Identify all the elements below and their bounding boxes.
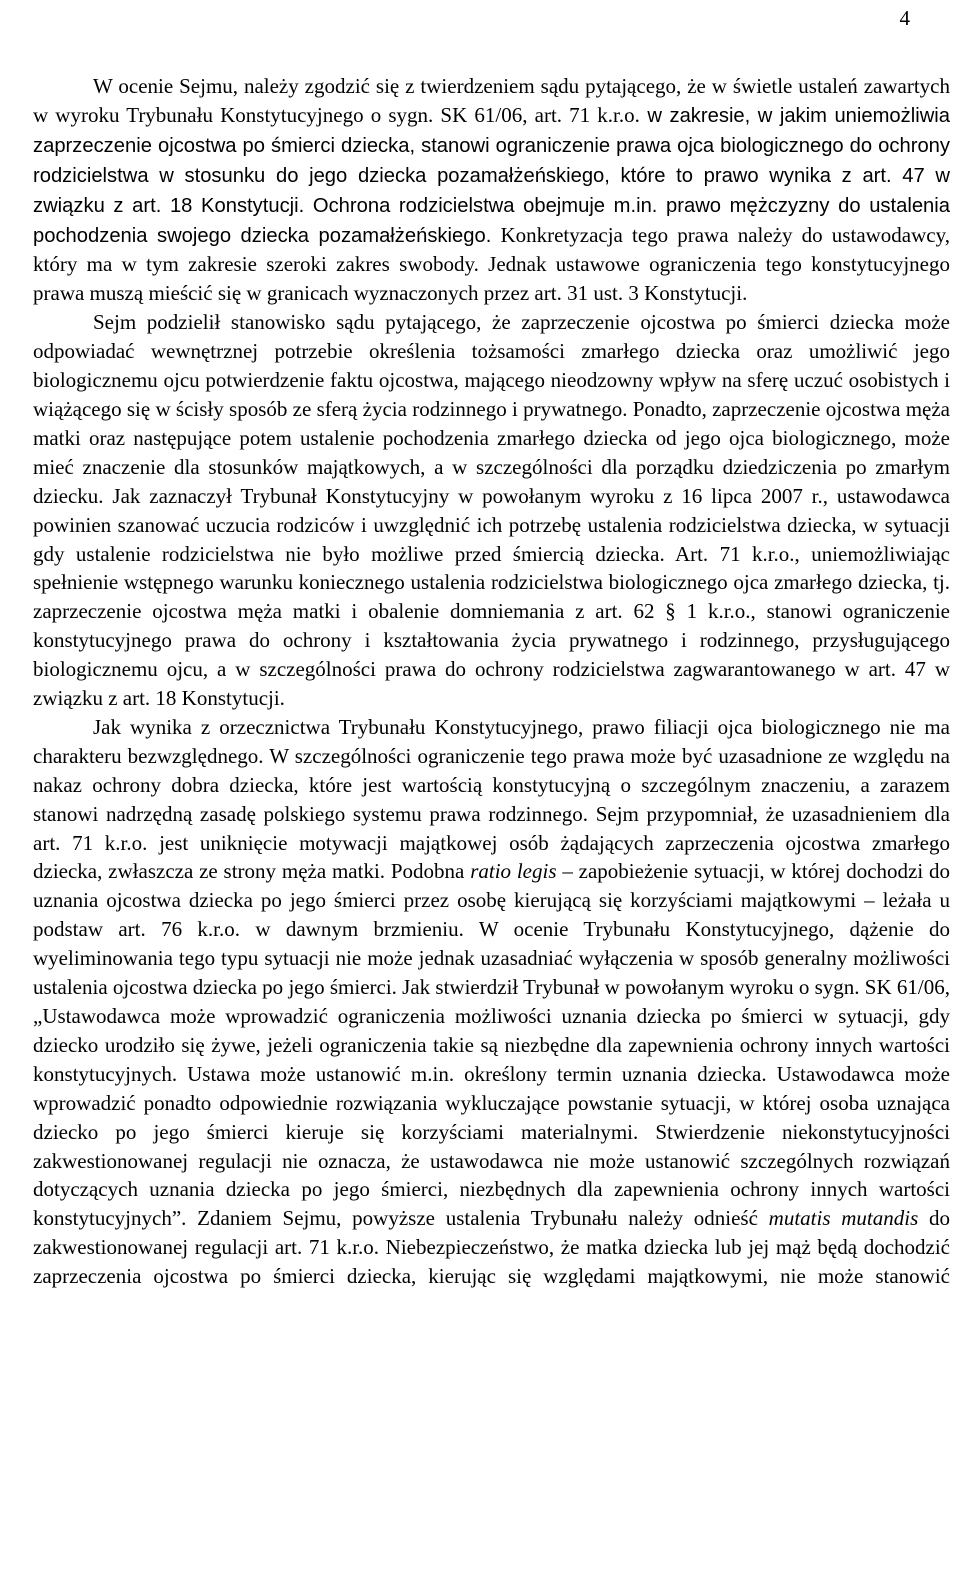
- paragraph-2: [33, 308, 950, 713]
- document-body: [33, 72, 950, 1291]
- paragraph-3-text-b: – zapobieżenie sytuacji, w której dochodzi do uznania ojcostwa dziecka po jego śmierci przez osobę kierującą się korzyściami majątkowymi – leżała u podstaw art. 76 k.r.o. w dawnym brzmieniu. W ocenie Trybunału Konstytucyjnego, dążenie do wyeliminowania tego typu sytuacji nie może jednak uzasadniać wyłączenia w sposób generalny możliwości ustalenia ojcostwa dziecka po jego śmierci. Jak stwierdził Trybunał w powołanym wyroku o sygn. SK 61/06, „Ustawodawca może wprowadzić ograniczenia możliwości uznania dziecka po śmierci w sytuacji, gdy dziecko urodziło się żywe, jeżeli ograniczenia takie są niezbędne dla zapewnienia ochrony innych wartości konstytucyjnych. Ustawa może ustanowić m.in. określony termin uznania dziecka. Ustawodawca może wprowadzić ponadto odpowiednie rozwiązania wykluczające powstanie sytuacji, w której osoba uznająca dziecko po jego śmierci kieruje się korzyściami materialnymi. Stwierdzenie niekonstytucyjności zakwestionowanej regulacji nie oznacza, że ustawodawca nie może ustanowić szczególnych rozwiązań dotyczących uznania dziecka po jego śmierci, niezbędnych dla zapewnienia ochrony innych wartości konstytucyjnych”. Zdaniem Sejmu, powyższe ustalenia Trybunału należy odnieść: [33, 859, 950, 1231]
- paragraph-2-text: Sejm podzielił stanowisko sądu pytającego, że zaprzeczenie ojcostwa po śmierci dziecka może odpowiadać wewnętrznej potrzebie określenia tożsamości zmarłego dziecka oraz umożliwić jego biologicznemu ojcu potwierdzenie faktu ojcostwa, mającego nieodzowny wpływ na sferę uczuć osobistych i wiążącego się w ścisły sposób ze sferą życia rodzinnego i prywatnego. Ponadto, zaprzeczenie ojcostwa męża matki oraz następujące potem ustalenie pochodzenia zmarłego dziecka od jego ojca biologicznego, może mieć znaczenie dla stosunków majątkowych, a w szczególności dla porządku dziedziczenia po zmarłym dziecku. Jak zaznaczył Trybunał Konstytucyjny w powołanym wyroku z 16 lipca 2007 r., ustawodawca powinien szanować uczucia rodziców i uwzględnić ich potrzebę ustalenia rodzicielstwa dziecka, w sytuacji gdy ustalenie rodzicielstwa nie było możliwe przed śmiercią dziecka. Art. 71 k.r.o., uniemożliwiając spełnienie wstępnego warunku koniecznego ustalenia rodzicielstwa biologicznego ojca zmarłego dziecka, tj. zaprzeczenie ojcostwa męża matki i obalenie domniemania z art. 62 § 1 k.r.o., stanowi ograniczenie konstytucyjnego prawa do ochrony i kształtowania życia prywatnego i rodzinnego, przysługującego biologicznemu ojcu, a w szczególności prawa do ochrony rodzicielstwa zagwarantowanego w art. 47 w związku z art. 18 Konstytucji.: [33, 310, 950, 711]
- page-number: 4: [899, 6, 910, 30]
- paragraph-1-text-a: W ocenie Sejmu, należy zgodzić się z twierdzeniem sądu pytającego, że w świetle ustaleń zawartych w wyroku Trybunału Konstytucyjnego o sygn. SK 61/06, art. 71 k.r.o.: [33, 74, 950, 127]
- paragraph-1-text-c: Konkretyzacja tego prawa należy do ustawodawcy, który ma w tym zakresie szeroki zakres swobody. Jednak ustawowe ograniczenia tego konstytucyjnego prawa muszą mieścić się w granicach wyznaczonych przez art. 31 ust. 3 Konstytucji.: [33, 222, 950, 306]
- paragraph-3-italic-ratio-legis: ratio legis: [470, 859, 557, 884]
- paragraph-1: [33, 72, 950, 308]
- paragraph-3-text-a: Jak wynika z orzecznictwa Trybunału Konstytucyjnego, prawo filiacji ojca biologicznego nie ma charakteru bezwzględnego. W szczególności ograniczenie tego prawa może być uzasadnione ze względu na nakaz ochrony dobra dziecka, które jest wartością konstytucyjną o szczególnym znaczeniu, a zarazem stanowi nadrzędną zasadę polskiego systemu prawa rodzinnego. Sejm przypomniał, że uzasadnieniem dla art. 71 k.r.o. jest uniknięcie motywacji majątkowej osób żądających zaprzeczenia ojcostwa zmarłego dziecka, zwłaszcza ze strony męża matki. Podobna: [33, 714, 950, 884]
- paragraph-3-text-c: do zakwestionowanej regulacji art. 71 k.r.o. Niebezpieczeństwo, że matka dziecka lub jej mąż będą dochodzić zaprzeczenia ojcostwa po śmierci dziecka, kierując się względami majątkowymi, nie może stanowić: [33, 1206, 950, 1289]
- paragraph-1-text-b: w zakresie, w jakim uniemożliwia zaprzeczenie ojcostwa po śmierci dziecka, stanowi ograniczenie prawa ojca biologicznego do ochrony rodzicielstwa w stosunku do jego dziecka pozamałżeńskiego, które to prawo wynika z art. 47 w związku z art. 18 Konstytucji. Ochrona rodzicielstwa obejmuje m.in. prawo mężczyzny do ustalenia pochodzenia swojego dziecka pozamałżeńskiego.: [33, 104, 951, 247]
- paragraph-3-italic-mutatis-mutandis: mutatis mutandis: [768, 1206, 919, 1231]
- paragraph-3: [33, 713, 950, 1291]
